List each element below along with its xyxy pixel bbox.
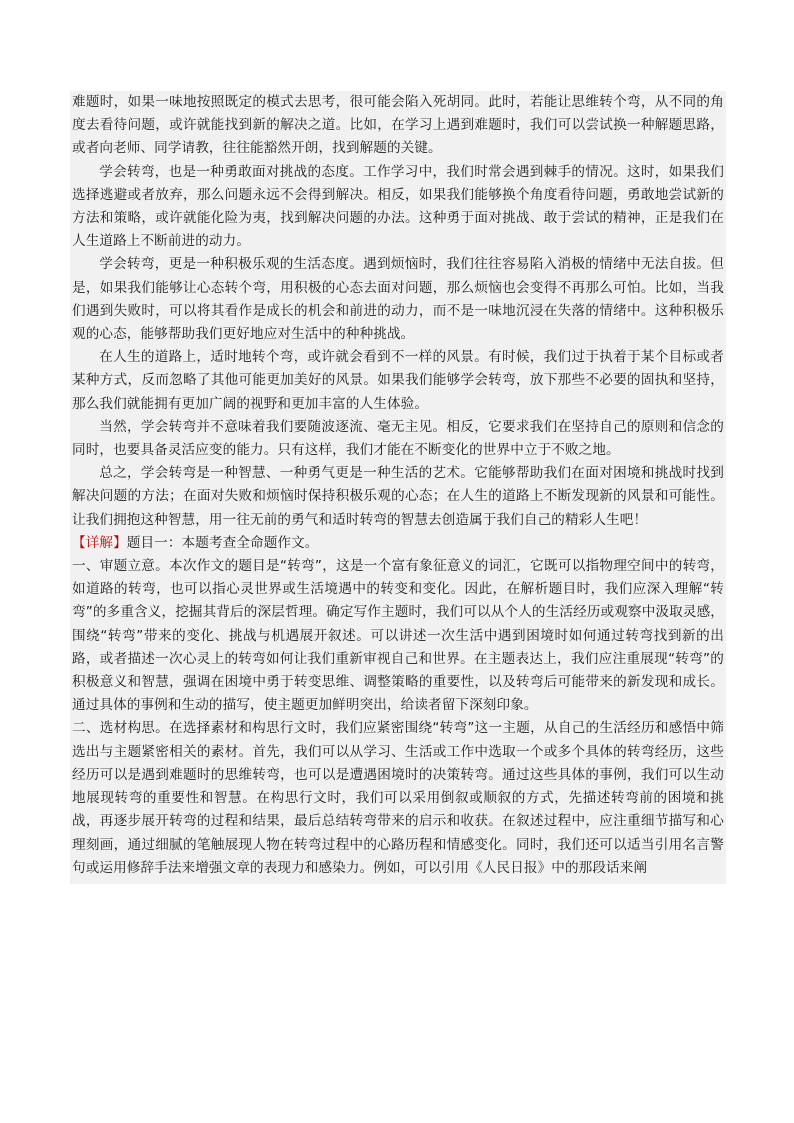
essay-paragraph-5: 当然，学会转弯并不意味着我们要随波逐流、毫无主见。相反，它要求我们在坚持自己的原则和信念的同时，也要具备灵活应变的能力。只有这样，我们才能在不断变化的世界中立于不败之地。	[72, 418, 724, 459]
essay-paragraph-3: 学会转弯，更是一种积极乐观的生活态度。遇到烦恼时，我们往往容易陷入消极的情绪中无法自拔。但是，如果我们能够让心态转个弯，用积极的心态去面对问题，那么烦恼也会变得不再那么可怕。比如，当我们遇到失败时，可以将其看作是成长的机会和前进的动力，而不是一味地沉浸在失落的情绪中。这种积极乐观的心态，能够帮助我们更好地应对生活中的种种挑战。	[72, 256, 724, 343]
essay-paragraph-6: 总之，学会转弯是一种智慧、一种勇气更是一种生活的艺术。它能够帮助我们在面对困境和挑战时找到解决问题的方法；在面对失败和烦恼时保持积极乐观的心态；在人生的道路上不断发现新的风景和可能性。让我们拥抱这种智慧，用一往无前的勇气和适时转弯的智慧去创造属于我们自己的精彩人生吧！	[72, 465, 724, 528]
document-body	[70, 91, 726, 884]
essay-paragraph-2: 学会转弯，也是一种勇敢面对挑战的态度。工作学习中，我们时常会遇到棘手的情况。这时，如果我们选择逃避或者放弃，那么问题永远不会得到解决。相反，如果我们能够换个角度看待问题，勇敢地尝试新的方法和策略，或许就能化险为夷，找到解决问题的办法。这种勇于面对挑战、敢于尝试的精神，正是我们在人生道路上不断前进的动力。	[72, 163, 724, 250]
analysis-tag: 【详解】	[72, 534, 127, 551]
analysis-section-2: 二、选材构思。在选择素材和构思行文时，我们应紧密围绕“转弯”这一主题，从自己的生活经历和感悟中筛选出与主题紧密相关的素材。首先，我们可以从学习、生活或工作中选取一个或多个具体的转弯经历，这些经历可以是遇到难题时的思维转弯，也可以是遭遇困境时的决策转弯。通过这些具体的事例，我们可以生动地展现转弯的重要性和智慧。在构思行文时，我们可以采用倒叙或顺叙的方式，先描述转弯前的困境和挑战，再逐步展开转弯的过程和结果，最后总结转弯带来的启示和收获。在叙述过程中，应注重细节描写和心理刻画，通过细腻的笔触展现人物在转弯过程中的心路历程和情感变化。同时，我们还可以适当引用名言警句或运用修辞手法来增强文章的表现力和感染力。例如，可以引用《人民日报》中的那段话来阐	[72, 720, 724, 876]
analysis-section-1: 一、审题立意。本次作文的题目是“转弯”，这是一个富有象征意义的词汇，它既可以指物理空间中的转弯，如道路的转弯，也可以指心灵世界或生活境遇中的转变和变化。因此，在解析题目时，我们应深入理解“转弯”的多重含义，挖掘其背后的深层哲理。确定写作主题时，我们可以从个人的生活经历或观察中汲取灵感，围绕“转弯”带来的变化、挑战与机遇展开叙述。可以讲述一次生活中遇到困境时如何通过转弯找到新的出路，或者描述一次心灵上的转弯如何让我们重新审视自己和世界。在主题表达上，我们应注重展现“转弯”的积极意义和智慧，强调在困境中勇于转变思维、调整策略的重要性，以及转弯后可能带来的新发现和成长。通过具体的事例和生动的描写，使主题更加鲜明突出，给读者留下深刻印象。	[72, 558, 724, 714]
essay-paragraph-4: 在人生的道路上，适时地转个弯，或许就会看到不一样的风景。有时候，我们过于执着于某个目标或者某种方式，反而忽略了其他可能更加美好的风景。如果我们能够学会转弯，放下那些不必要的固执和坚持，那么我们就能拥有更加广阔的视野和更加丰富的人生体验。	[72, 349, 724, 412]
essay-paragraph-1: 难题时，如果一味地按照既定的模式去思考，很可能会陷入死胡同。此时，若能让思维转个弯，从不同的角度去看待问题，或许就能找到新的解决之道。比如，在学习上遇到难题时，我们可以尝试换一种解题思路，或者向老师、同学请教，往往能豁然开朗，找到解题的关键。	[72, 94, 724, 157]
analysis-intro	[72, 532, 724, 555]
analysis-intro-text: 题目一：本题考查全命题作文。	[126, 534, 319, 551]
